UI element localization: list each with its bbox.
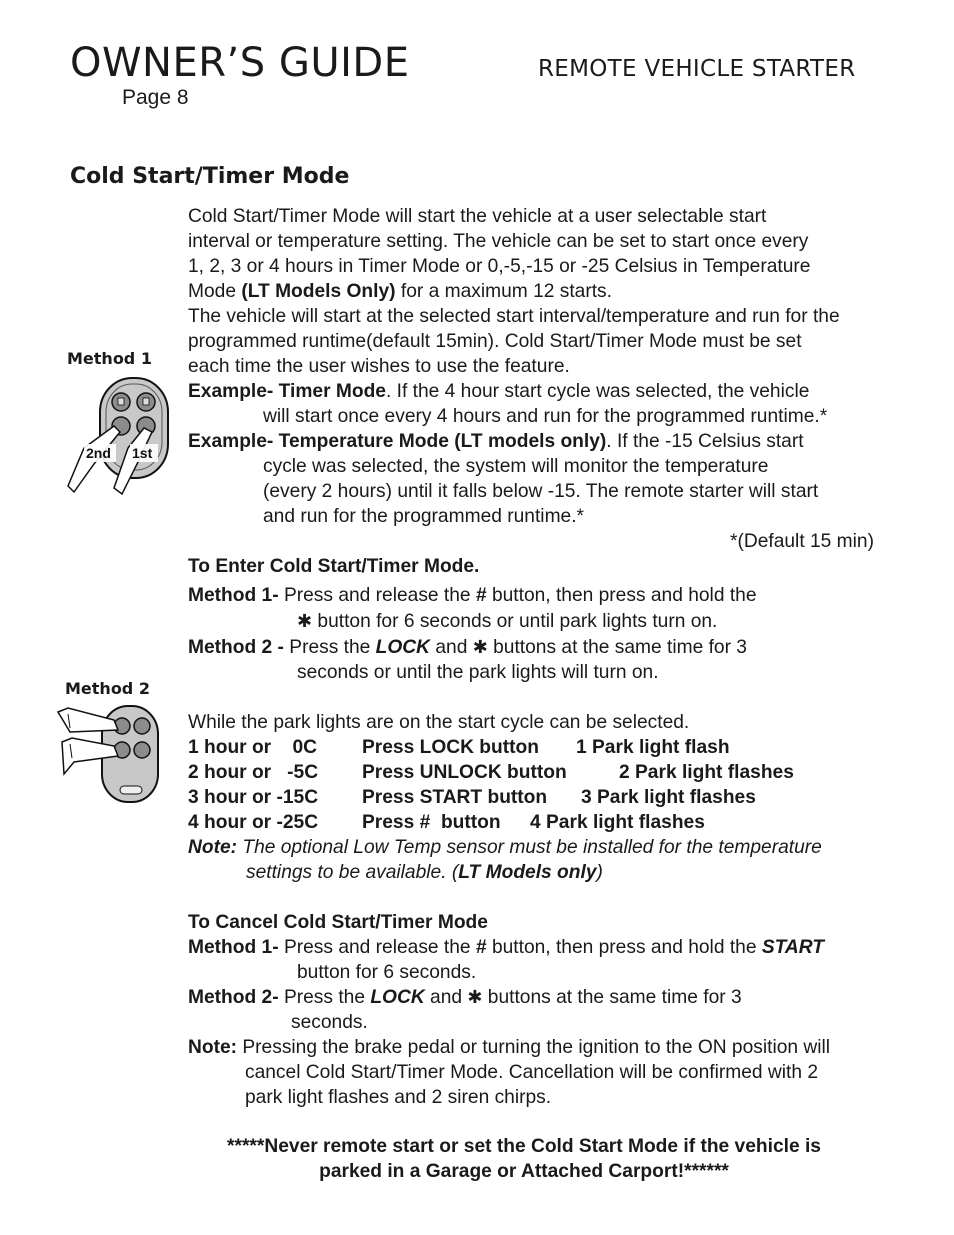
selection-result: 2 Park light flashes	[619, 762, 794, 783]
cancel-method2-cont: seconds.	[291, 1012, 368, 1033]
enter-method2-cont: seconds or until the park lights will turn on.	[297, 662, 659, 683]
enter-method1: Method 1- Press and release the # button, then press and hold the	[188, 585, 757, 606]
cancel-heading: To Cancel Cold Start/Timer Mode	[188, 912, 488, 933]
temperature-example-cont: and run for the programmed runtime.*	[263, 506, 585, 527]
intro-line: interval or temperature setting. The vehicle can be set to start once every	[188, 231, 809, 252]
selection-action: Press START button	[362, 787, 548, 808]
method2-figure-label: Method 2	[65, 679, 150, 698]
temperature-sensor-note: Note: The optional Low Temp sensor must be installed for the temperature	[188, 837, 822, 858]
star-button-icon: ✱	[472, 637, 488, 657]
selection-action: Press # button	[362, 812, 501, 833]
intro-line: programmed runtime(default 15min). Cold Start/Timer Mode must be set	[188, 331, 802, 352]
remote-fob-two-finger-press-icon	[64, 374, 174, 502]
selection-action: Press UNLOCK button	[362, 762, 567, 783]
selection-intro: While the park lights are on the start cycle can be selected.	[188, 712, 690, 733]
method1-figure-label: Method 1	[67, 349, 152, 368]
second-press-label: 2nd	[86, 445, 111, 461]
temperature-example-cont: cycle was selected, the system will monitor the temperature	[263, 456, 769, 477]
remote-fob-hands-press-icon	[56, 704, 166, 804]
cancel-method1-cont: button for 6 seconds.	[297, 962, 477, 983]
enter-method1-cont: ✱ button for 6 seconds or until park lights turn on.	[297, 611, 718, 632]
selection-row: 1 hour or 0C	[188, 737, 318, 758]
star-button-icon: ✱	[467, 987, 483, 1007]
selection-action: Press LOCK button	[362, 737, 539, 758]
enter-heading: To Enter Cold Start/Timer Mode.	[188, 556, 480, 577]
cancel-method1: Method 1- Press and release the # button, then press and hold the START	[188, 937, 825, 958]
temperature-example: Example- Temperature Mode (LT models only). If the -15 Celsius start	[188, 431, 804, 452]
selection-row: 3 hour or -15C	[188, 787, 319, 808]
selection-result: 4 Park light flashes	[530, 812, 705, 833]
guide-subtitle: REMOTE VEHICLE STARTER	[538, 56, 856, 82]
selection-row: 2 hour or -5C	[188, 762, 319, 783]
intro-line: The vehicle will start at the selected start interval/temperature and run for the	[188, 306, 840, 327]
page-number: Page 8	[122, 86, 189, 109]
temperature-example-cont: (every 2 hours) until it falls below -15. The remote starter will start	[263, 481, 819, 502]
first-press-label: 1st	[132, 445, 153, 461]
timer-example-cont: will start once every 4 hours and run for the programmed runtime.*	[263, 406, 828, 427]
selection-row: 4 hour or -25C	[188, 812, 319, 833]
temperature-sensor-note-cont: settings to be available. (LT Models only)	[246, 862, 603, 883]
cancel-note-cont: cancel Cold Start/Timer Mode. Cancellation will be confirmed with 2	[245, 1062, 819, 1083]
intro-paragraph	[188, 204, 840, 529]
intro-line: 1, 2, 3 or 4 hours in Timer Mode or 0,-5,-15 or -25 Celsius in Temperature	[188, 256, 811, 277]
cancel-note: Note: Pressing the brake pedal or turning the ignition to the ON position will	[188, 1037, 831, 1058]
warning-line: parked in a Garage or Attached Carport!******	[319, 1161, 729, 1182]
selection-result: 3 Park light flashes	[581, 787, 756, 808]
selection-result: 1 Park light flash	[576, 737, 730, 758]
star-button-icon: ✱	[297, 611, 313, 631]
intro-line: Mode (LT Models Only) for a maximum 12 starts.	[188, 281, 612, 302]
intro-line: Cold Start/Timer Mode will start the vehicle at a user selectable start	[188, 206, 767, 227]
default-runtime-note: *(Default 15 min)	[730, 531, 874, 552]
section-title: Cold Start/Timer Mode	[70, 164, 350, 189]
enter-method2: Method 2 - Press the LOCK and ✱ buttons at the same time for 3	[188, 637, 747, 658]
safety-warning	[188, 1134, 860, 1184]
warning-line: *****Never remote start or set the Cold Start Mode if the vehicle is	[227, 1136, 821, 1157]
cancel-note-cont: park light flashes and 2 siren chirps.	[245, 1087, 552, 1108]
guide-title: OWNER’S GUIDE	[70, 40, 410, 86]
intro-line: each time the user wishes to use the feature.	[188, 356, 570, 377]
timer-example: Example- Timer Mode. If the 4 hour start cycle was selected, the vehicle	[188, 381, 810, 402]
cancel-method2: Method 2- Press the LOCK and ✱ buttons at the same time for 3	[188, 987, 742, 1008]
